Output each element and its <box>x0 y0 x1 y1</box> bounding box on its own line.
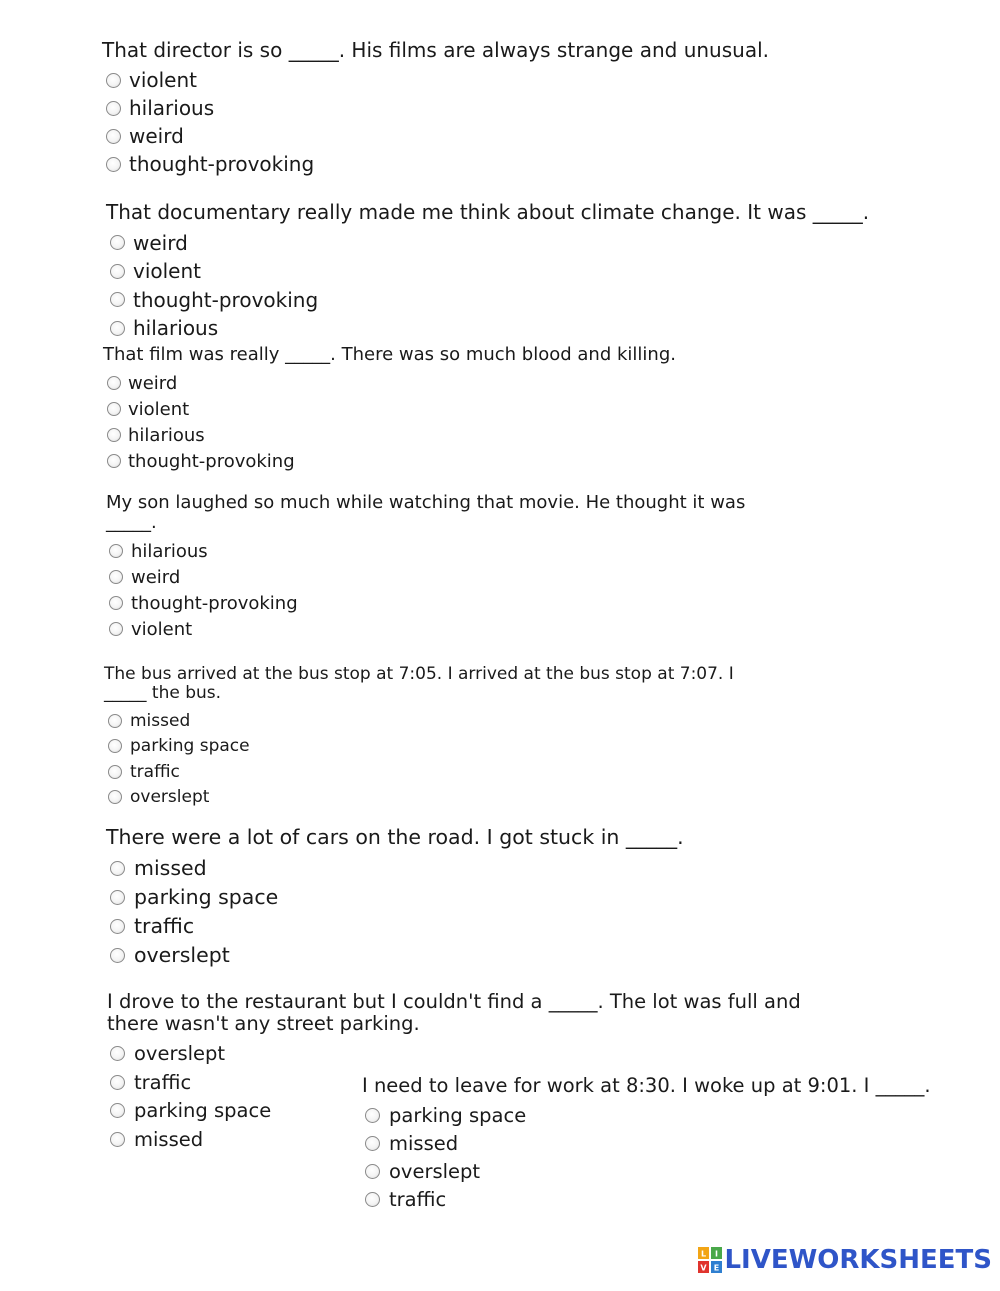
option-hilarious[interactable] <box>103 422 676 448</box>
question-5 <box>104 665 734 810</box>
option-overslept[interactable] <box>107 1040 801 1069</box>
radio-button[interactable] <box>110 292 125 307</box>
question-prompt: My son laughed so much while watching that movie. He thought it was _____. <box>106 492 746 534</box>
option-parking-space[interactable] <box>362 1102 931 1130</box>
option-thought-provoking[interactable] <box>102 150 769 178</box>
option-label: traffic <box>389 1188 447 1212</box>
option-hilarious[interactable] <box>106 314 869 343</box>
option-label: missed <box>134 1127 204 1151</box>
option-missed[interactable] <box>106 854 684 883</box>
radio-button[interactable] <box>110 321 125 336</box>
option-violent[interactable] <box>102 66 769 94</box>
radio-button[interactable] <box>365 1108 380 1123</box>
radio-button[interactable] <box>106 101 121 116</box>
radio-button[interactable] <box>108 790 122 804</box>
option-traffic[interactable] <box>362 1186 931 1214</box>
radio-button[interactable] <box>109 622 123 636</box>
option-label: weird <box>128 372 178 394</box>
radio-button[interactable] <box>106 157 121 172</box>
option-violent[interactable] <box>106 616 745 642</box>
option-label: parking space <box>389 1104 527 1128</box>
option-label: parking space <box>134 885 279 910</box>
question-prompt: I drove to the restaurant but I couldn't find a _____. The lot was full and there wasn't any street parking. <box>107 990 801 1035</box>
option-traffic[interactable] <box>106 912 684 941</box>
option-label: traffic <box>134 1070 192 1094</box>
radio-button[interactable] <box>110 235 125 250</box>
radio-button[interactable] <box>365 1192 380 1207</box>
option-label: thought-provoking <box>129 152 315 177</box>
option-weird[interactable] <box>106 564 745 590</box>
option-label: hilarious <box>129 96 215 121</box>
question-8 <box>362 1075 931 1214</box>
option-label: violent <box>131 618 193 640</box>
option-label: overslept <box>134 1042 226 1066</box>
radio-button[interactable] <box>107 376 121 390</box>
option-label: hilarious <box>133 316 219 341</box>
option-traffic[interactable] <box>104 759 734 785</box>
option-label: thought-provoking <box>128 450 295 472</box>
svg-text:E: E <box>714 1263 720 1273</box>
option-weird[interactable] <box>106 228 869 257</box>
option-label: violent <box>133 259 202 284</box>
radio-button[interactable] <box>365 1164 380 1179</box>
option-overslept[interactable] <box>106 941 684 970</box>
radio-button[interactable] <box>110 1046 125 1061</box>
radio-button[interactable] <box>106 129 121 144</box>
question-6 <box>106 826 684 970</box>
radio-button[interactable] <box>109 570 123 584</box>
radio-button[interactable] <box>107 402 121 416</box>
option-parking-space[interactable] <box>106 883 684 912</box>
option-thought-provoking[interactable] <box>106 285 869 314</box>
option-violent[interactable] <box>103 396 676 422</box>
option-overslept[interactable] <box>104 785 734 811</box>
option-weird[interactable] <box>102 122 769 150</box>
svg-text:L: L <box>701 1249 707 1259</box>
radio-button[interactable] <box>106 73 121 88</box>
option-label: missed <box>130 710 191 731</box>
radio-button[interactable] <box>107 428 121 442</box>
option-hilarious[interactable] <box>106 538 745 564</box>
question-prompt: That film was really _____. There was so much blood and killing. <box>103 344 676 365</box>
option-label: overslept <box>389 1160 481 1184</box>
radio-button[interactable] <box>110 264 125 279</box>
question-prompt: That director is so _____. His films are always strange and unusual. <box>102 38 769 62</box>
option-thought-provoking[interactable] <box>103 448 676 474</box>
option-label: missed <box>134 856 207 881</box>
question-prompt: The bus arrived at the bus stop at 7:05. I arrived at the bus stop at 7:07. I _____ the bus. <box>104 664 734 704</box>
option-label: parking space <box>130 736 250 757</box>
option-label: thought-provoking <box>131 592 298 614</box>
radio-button[interactable] <box>110 1103 125 1118</box>
option-parking-space[interactable] <box>104 734 734 760</box>
radio-button[interactable] <box>110 1075 125 1090</box>
radio-button[interactable] <box>110 948 125 963</box>
option-label: weird <box>131 566 181 588</box>
question-3 <box>103 345 676 474</box>
option-label: overslept <box>130 787 210 808</box>
svg-text:I: I <box>715 1249 719 1259</box>
radio-button[interactable] <box>108 714 122 728</box>
radio-button[interactable] <box>110 890 125 905</box>
question-prompt: I need to leave for work at 8:30. I woke up at 9:01. I _____. <box>362 1074 931 1097</box>
option-label: violent <box>129 68 198 93</box>
option-thought-provoking[interactable] <box>106 590 745 616</box>
radio-button[interactable] <box>107 454 121 468</box>
option-overslept[interactable] <box>362 1158 931 1186</box>
question-2 <box>106 201 869 342</box>
question-prompt: That documentary really made me think about climate change. It was _____. <box>106 200 870 224</box>
radio-button[interactable] <box>109 544 123 558</box>
option-label: missed <box>389 1132 459 1156</box>
option-label: violent <box>128 398 190 420</box>
radio-button[interactable] <box>108 739 122 753</box>
option-label: traffic <box>130 761 180 782</box>
option-label: parking space <box>134 1099 272 1123</box>
radio-button[interactable] <box>110 861 125 876</box>
radio-button[interactable] <box>109 596 123 610</box>
radio-button[interactable] <box>108 765 122 779</box>
question-4 <box>106 493 745 642</box>
option-hilarious[interactable] <box>102 94 769 122</box>
option-missed[interactable] <box>104 708 734 734</box>
svg-text:V: V <box>700 1263 708 1273</box>
radio-button[interactable] <box>110 919 125 934</box>
option-label: traffic <box>134 914 195 939</box>
liveworksheets-logo-icon <box>698 1247 722 1273</box>
option-label: overslept <box>134 943 230 968</box>
radio-button[interactable] <box>365 1136 380 1151</box>
brand-name: LIVEWORKSHEETS <box>724 1245 992 1275</box>
option-label: weird <box>133 230 188 255</box>
option-label: hilarious <box>131 540 208 562</box>
option-violent[interactable] <box>106 257 869 286</box>
option-weird[interactable] <box>103 370 676 396</box>
liveworksheets-logo <box>698 1245 992 1275</box>
question-1 <box>102 39 769 178</box>
question-prompt: There were a lot of cars on the road. I got stuck in _____. <box>106 825 684 849</box>
option-label: weird <box>129 124 184 149</box>
radio-button[interactable] <box>110 1132 125 1147</box>
option-missed[interactable] <box>362 1130 931 1158</box>
option-label: thought-provoking <box>133 287 319 312</box>
option-label: hilarious <box>128 424 205 446</box>
